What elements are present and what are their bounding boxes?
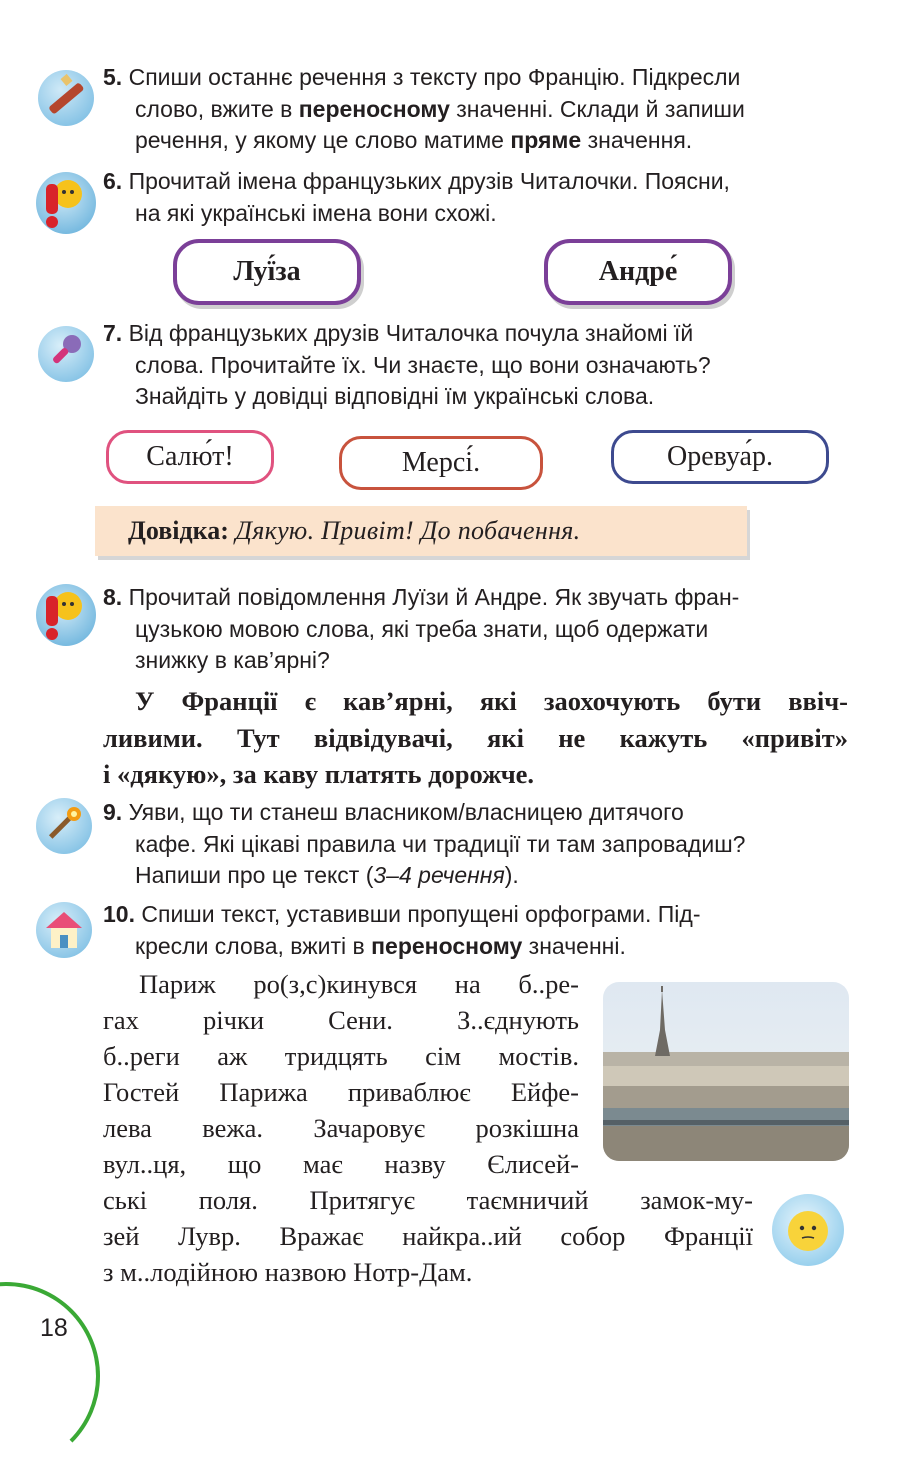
task-10 [103, 899, 848, 962]
task-text: Прочитай повідомлення Луїзи й Андре. Як звучать фран- [128, 584, 740, 610]
task-number: 7. [103, 320, 123, 346]
task-8 [103, 582, 848, 677]
task-text: Знайдіть у довідці відповідні їм українські слова. [135, 383, 655, 409]
paris-eiffel-photo [603, 982, 849, 1161]
magic-wand-icon [36, 798, 92, 854]
word-box-orevuar [611, 430, 829, 484]
text-line: гах річки Сени. З..єднують [103, 1005, 579, 1035]
paris-text-top [103, 966, 579, 1182]
text-line: з м..лодійною назвою Нотр-Дам. [103, 1257, 473, 1287]
pen-writing-icon [38, 70, 94, 126]
microphone-icon [38, 326, 94, 382]
emphasis-word: пряме [510, 127, 582, 153]
task-text: Спиши текст, уставивши пропущені орфограми. Під- [141, 901, 701, 927]
task-text: Напиши про це текст ( [135, 862, 374, 888]
task-number: 5. [103, 64, 123, 90]
emphasis-word: переносному [371, 932, 523, 959]
task-text: кресли слова, вжиті в [135, 932, 372, 959]
word-box-mersi [339, 436, 543, 490]
task-text: цузькою мовою слова, які треба знати, щоб одержати [135, 615, 709, 642]
name-box-luiza [173, 239, 361, 305]
text-line: Гостей Парижа приваблює Ейфе- [103, 1077, 579, 1107]
task-text: ). [504, 862, 519, 888]
cafe-text [103, 683, 848, 793]
italic-text: 3–4 речення [373, 862, 505, 888]
task-7 [103, 318, 848, 413]
task-9 [103, 797, 848, 892]
hint-text: Дякую. Привіт! До побачення. [235, 516, 581, 545]
text-line: зей Лувр. Вражає найкра..ий собор Франції [103, 1221, 753, 1251]
text-line: У Франції є кав’ярні, які заохочують бути ввіч- [135, 686, 848, 716]
word-label: Салю́т! [146, 441, 234, 472]
task-number: 6. [103, 168, 123, 194]
task-number: 9. [103, 799, 123, 825]
task-text: Уяви, що ти станеш власником/власницею дитячого [128, 799, 684, 825]
task-text: слово, вжите в [135, 95, 299, 122]
page-number: 18 [40, 1314, 68, 1342]
task-text: значення. [581, 127, 693, 153]
name-label: Андре́ [598, 256, 678, 287]
text-line: вул..ця, що має назву Єлисей- [103, 1149, 579, 1179]
task-text: знижку в кав’ярні? [135, 647, 330, 673]
task-number: 8. [103, 584, 123, 610]
text-line: Париж ро(з,с)кинувся на б..ре- [139, 969, 579, 999]
task-text: речення, у якому це слово матиме [135, 127, 511, 153]
task-text: значенні. [522, 932, 626, 959]
task-6 [103, 166, 848, 229]
chitalochka-question-icon-2 [36, 584, 96, 646]
paris-text-bottom [103, 1182, 753, 1290]
emphasis-word: переносному [298, 95, 450, 122]
word-box-salut [106, 430, 274, 484]
task-text: Від французьких друзів Читалочка почула знайомі їй [128, 320, 694, 346]
page-corner-arc [0, 1282, 100, 1470]
task-text: на які українські імена вони схожі. [135, 199, 497, 226]
task-5 [103, 62, 848, 157]
hint-label: Довідка: [128, 516, 229, 545]
task-text: Спиши останнє речення з тексту про Францію. Підкресли [128, 64, 741, 90]
text-line: ські поля. Притягує таємничий замок-му- [103, 1185, 753, 1215]
text-line: ливими. Тут відвідувачі, які не кажуть «привіт» [103, 722, 848, 753]
task-number: 10. [103, 901, 135, 927]
name-label: Луї́за [233, 256, 301, 287]
task-text: слова. Прочитайте їх. Чи знаєте, що вони означають? [135, 351, 711, 378]
chitalochka-question-icon [36, 172, 96, 234]
name-box-andre [544, 239, 732, 305]
text-line: лева вежа. Зачаровує розкішна [103, 1113, 579, 1143]
word-label: Мерсі́. [401, 447, 481, 478]
task-text: значенні. Склади й запиши [449, 95, 745, 122]
text-line: б..реги аж тридцять сім мостів. [103, 1041, 579, 1071]
task-text: кафе. Які цікаві правила чи традиції ти там запровадиш? [135, 830, 746, 857]
text-line: і «дякую», за каву платять дорожче. [103, 759, 535, 789]
smiley-icon [772, 1194, 844, 1266]
task-text: Прочитай імена французьких друзів Читалочки. Поясни, [128, 168, 730, 194]
house-icon [36, 902, 92, 958]
word-label: Оревуа́р. [667, 441, 773, 472]
hint-box [95, 506, 747, 556]
